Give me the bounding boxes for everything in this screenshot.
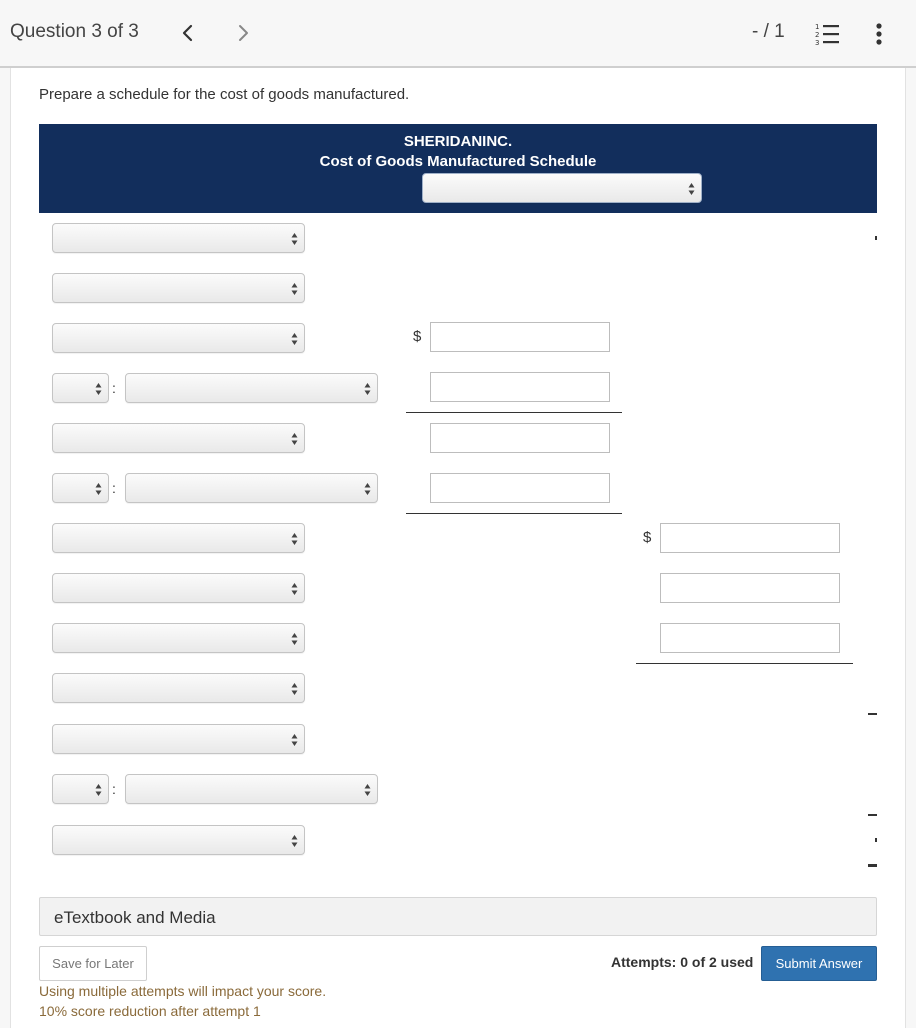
select-arrows-icon [688,182,695,196]
score-display: - / 1 [752,21,785,42]
column-mark [868,864,877,867]
colon-separator: : [112,480,116,496]
svg-text:1: 1 [815,23,820,31]
schedule-row-select[interactable] [125,373,378,403]
etextbook-label: eTextbook and Media [54,908,216,927]
more-vertical-icon[interactable] [868,20,890,48]
select-arrows-icon [291,282,298,296]
column-mark [868,713,877,715]
schedule-row-select[interactable] [52,273,305,303]
select-arrows-icon [95,783,102,797]
schedule-row-select[interactable] [52,825,305,855]
company-name: SHERIDANINC. [403,133,513,150]
amount-input-total[interactable] [660,573,840,603]
schedule-row-select[interactable] [52,623,305,653]
amount-input-total[interactable] [660,623,840,653]
colon-separator: : [112,781,116,797]
select-arrows-icon [291,682,298,696]
schedule-row-select[interactable] [52,223,305,253]
instruction-text: Prepare a schedule for the cost of goods manufactured. [39,86,410,103]
schedule-row-select-small[interactable] [52,473,109,503]
amount-input[interactable] [430,372,610,402]
schedule-row-select-small[interactable] [52,774,109,804]
amount-input[interactable] [430,473,610,503]
amount-input[interactable] [430,322,610,352]
svg-text:2: 2 [815,31,820,39]
select-arrows-icon [364,783,371,797]
chevron-left-icon[interactable] [178,20,198,46]
select-arrows-icon [364,382,371,396]
subtotal-rule [406,412,622,413]
svg-text:3: 3 [815,39,820,47]
schedule-row-select[interactable] [52,323,305,353]
select-arrows-icon [291,733,298,747]
question-counter: Question 3 of 3 [10,21,139,42]
schedule-row-select[interactable] [125,473,378,503]
subtotal-rule [636,663,853,664]
select-arrows-icon [291,632,298,646]
schedule-row-select[interactable] [52,724,305,754]
schedule-row-select[interactable] [52,673,305,703]
select-arrows-icon [291,532,298,546]
select-arrows-icon [291,232,298,246]
attempts-counter: Attempts: 0 of 2 used [611,954,754,970]
amount-input-total[interactable] [660,523,840,553]
select-arrows-icon [95,482,102,496]
currency-symbol: $ [413,328,422,345]
etextbook-media-section[interactable] [39,897,877,936]
select-arrows-icon [291,834,298,848]
select-arrows-icon [95,382,102,396]
column-mark [868,814,877,816]
chevron-right-icon[interactable] [233,20,253,46]
period-select[interactable] [422,173,702,203]
attempts-warning: Using multiple attempts will impact your score. [39,983,327,999]
select-arrows-icon [291,582,298,596]
select-arrows-icon [291,432,298,446]
score-reduction-note: 10% score reduction after attempt 1 [39,1003,261,1019]
schedule-title: Cost of Goods Manufactured Schedule [319,153,597,170]
schedule-row-select[interactable] [52,523,305,553]
schedule-row-select[interactable] [52,573,305,603]
colon-separator: : [112,380,116,396]
column-mark [875,838,877,842]
schedule-row-select[interactable] [52,423,305,453]
numbered-list-icon[interactable] [812,20,842,48]
schedule-row-select[interactable] [125,774,378,804]
select-arrows-icon [364,482,371,496]
select-arrows-icon [291,332,298,346]
column-mark [875,236,877,240]
submit-answer-button[interactable]: Submit Answer [761,946,877,981]
amount-input[interactable] [430,423,610,453]
schedule-row-select-small[interactable] [52,373,109,403]
subtotal-rule [406,513,622,514]
top-bar [0,0,916,68]
save-for-later-button[interactable]: Save for Later [39,946,147,981]
currency-symbol: $ [643,529,652,546]
